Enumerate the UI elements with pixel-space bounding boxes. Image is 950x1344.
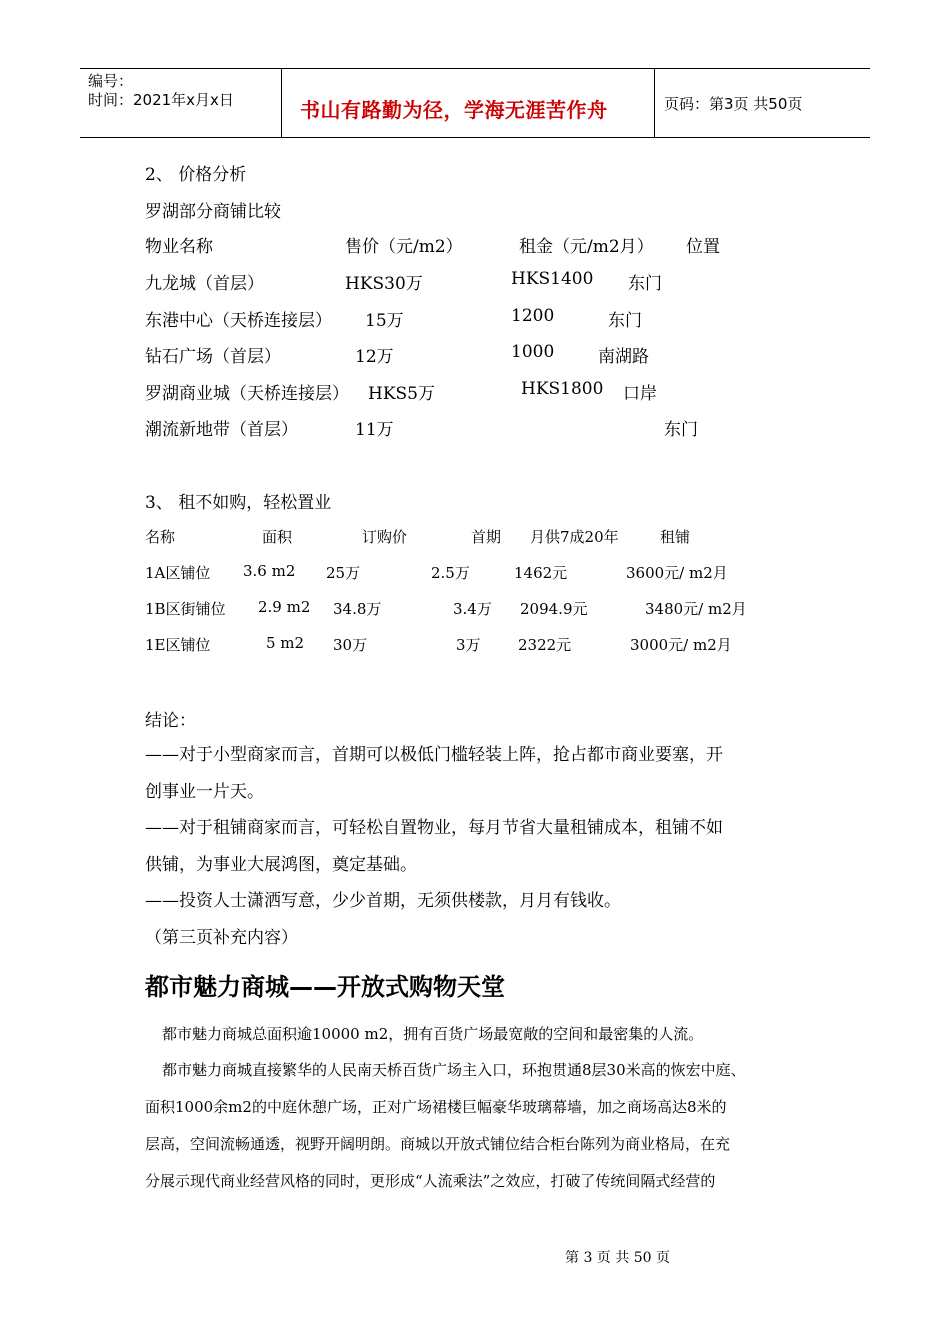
conclusion-line: ——投资人士潇洒写意，少少首期，无须供楼款，月月有钱收。 <box>145 891 621 911</box>
paragraph-line: 面积1000余m2的中庭休憩广场，正对广场裙楼巨幅豪华玻璃幕墙，加之商场高达8米的 <box>145 1098 727 1116</box>
table-cell: 1200 <box>511 306 555 326</box>
table-cell: HKS1400 <box>511 269 594 289</box>
table-cell: 25万 <box>326 564 361 582</box>
column-header: 物业名称 <box>145 237 213 257</box>
header-divider <box>654 69 655 137</box>
table-cell: 12万 <box>355 347 394 367</box>
table-cell: 2322元 <box>518 636 572 654</box>
table-cell: HKS5万 <box>368 384 435 404</box>
table-cell: 3万 <box>456 636 481 654</box>
table-cell: 九龙城（首层） <box>145 274 264 294</box>
section-subheading: 罗湖部分商铺比较 <box>145 202 281 222</box>
paragraph-line: 都市魅力商城总面积逾10000 m2，拥有百货广场最宽敞的空间和最密集的人流。 <box>162 1025 704 1043</box>
table-cell: 东门 <box>664 420 698 440</box>
section-title: 都市魅力商城——开放式购物天堂 <box>145 973 505 1001</box>
table-cell: 口岸 <box>623 384 657 404</box>
column-header: 售价（元/m2） <box>345 237 463 257</box>
header-divider <box>281 69 282 137</box>
table-cell: 1B区街铺位 <box>145 600 226 618</box>
table-cell: HKS1800 <box>521 379 604 399</box>
table-cell: 1000 <box>511 342 555 362</box>
table-cell: 1A区铺位 <box>145 564 211 582</box>
page-footer: 第 3 页 共 50 页 <box>565 1250 670 1266</box>
table-cell: HKS30万 <box>345 274 423 294</box>
column-header: 租铺 <box>660 528 691 546</box>
table-cell: 1E区铺位 <box>145 636 211 654</box>
section-heading: 2、 价格分析 <box>145 165 247 185</box>
conclusion-line: 创事业一片天。 <box>145 782 264 802</box>
number-label: 编号： <box>88 72 134 90</box>
column-header: 月供7成20年 <box>530 528 619 546</box>
table-cell: 3600元/ m2月 <box>626 564 728 582</box>
header-motto: 书山有路勤为径，学海无涯苦作舟 <box>300 98 608 122</box>
table-cell: 3.6 m2 <box>243 562 296 580</box>
table-cell: 3000元/ m2月 <box>630 636 732 654</box>
table-cell: 东门 <box>608 311 642 331</box>
table-cell: 2094.9元 <box>520 600 588 618</box>
table-cell: 11万 <box>355 420 394 440</box>
header-meta <box>88 72 234 110</box>
section-heading: 3、 租不如购，轻松置业 <box>145 493 332 513</box>
column-header: 租金（元/m2月） <box>519 237 654 257</box>
conclusion-line: ——对于租铺商家而言，可轻松自置物业，每月节省大量租铺成本，租铺不如 <box>145 818 723 838</box>
column-header: 首期 <box>471 528 502 546</box>
conclusion-label: 结论： <box>145 711 196 731</box>
table-cell: 2.9 m2 <box>258 598 311 616</box>
table-cell: 南湖路 <box>598 347 649 367</box>
column-header: 名称 <box>145 528 176 546</box>
table-cell: 15万 <box>365 311 404 331</box>
paragraph-line: 分展示现代商业经营风格的同时，更形成“人流乘法”之效应，打破了传统间隔式经营的 <box>145 1172 716 1190</box>
date-line: 时间：2021年x月x日 <box>88 91 234 109</box>
table-cell: 罗湖商业城（天桥连接层） <box>145 384 349 404</box>
page-header <box>80 68 870 138</box>
paragraph-line: 都市魅力商城直接繁华的人民南天桥百货广场主入口，环抱贯通8层30米高的恢宏中庭、 <box>162 1061 746 1079</box>
table-cell: 1462元 <box>514 564 568 582</box>
conclusion-line: 供铺，为事业大展鸿图，奠定基础。 <box>145 855 417 875</box>
table-cell: 潮流新地带（首层） <box>145 420 298 440</box>
supplement-note: （第三页补充内容） <box>145 928 298 948</box>
table-cell: 30万 <box>333 636 368 654</box>
table-cell: 东港中心（天桥连接层） <box>145 311 332 331</box>
header-page-info: 页码：第3页 共50页 <box>664 95 803 113</box>
table-cell: 5 m2 <box>266 634 305 652</box>
table-cell: 钻石广场（首层） <box>145 347 281 367</box>
table-cell: 2.5万 <box>431 564 470 582</box>
table-cell: 3.4万 <box>453 600 492 618</box>
table-cell: 3480元/ m2月 <box>645 600 747 618</box>
conclusion-line: ——对于小型商家而言，首期可以极低门槛轻装上阵，抢占都市商业要塞，开 <box>145 745 723 765</box>
column-header: 位置 <box>686 237 720 257</box>
column-header: 面积 <box>262 528 293 546</box>
table-cell: 34.8万 <box>333 600 382 618</box>
table-cell: 东门 <box>628 274 662 294</box>
paragraph-line: 层高，空间流畅通透，视野开阔明朗。商城以开放式铺位结合柜台陈列为商业格局，在充 <box>145 1135 731 1153</box>
column-header: 订购价 <box>362 528 408 546</box>
